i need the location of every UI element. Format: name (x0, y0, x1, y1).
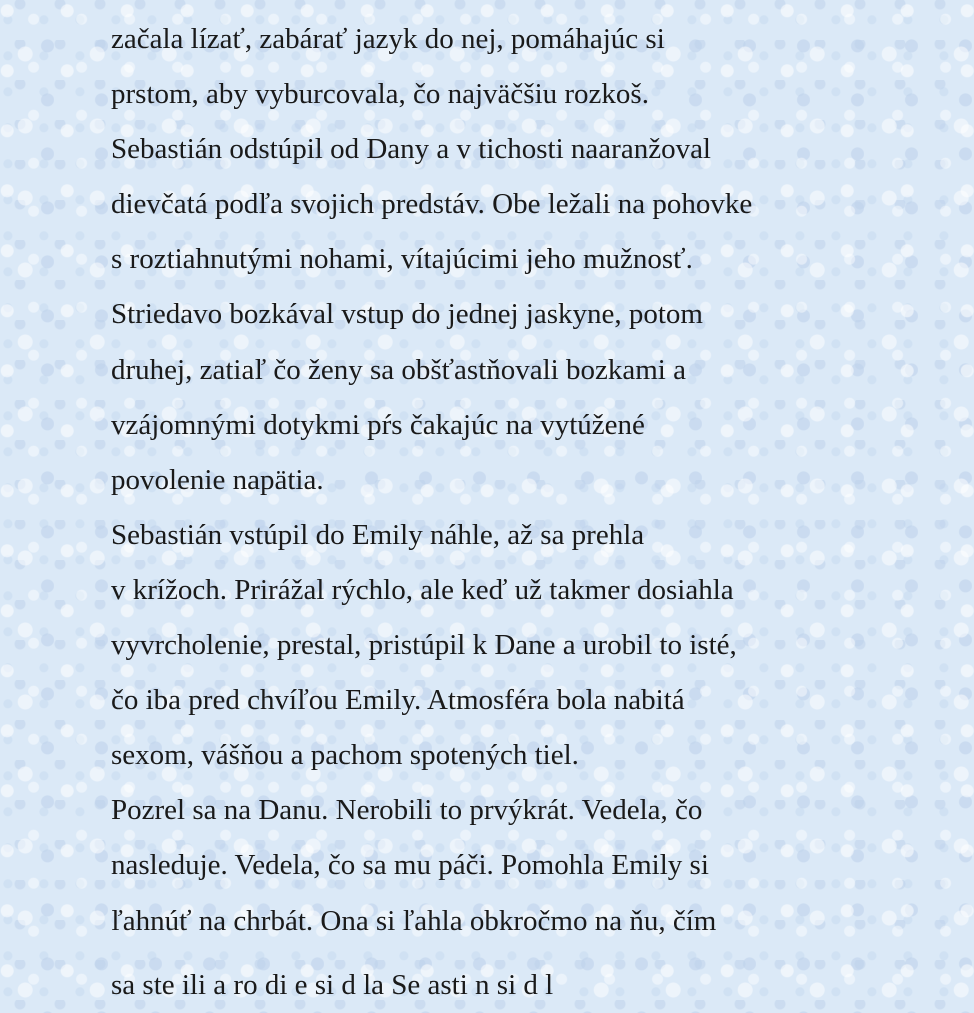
text-line: sexom, vášňou a pachom spotených tiel. (111, 739, 579, 772)
text-line: Pozrel sa na Danu. Nerobili to prvýkrát. Vedela, čo (111, 794, 703, 827)
text-line: druhej, zatiaľ čo ženy sa obšťastňovali bozkami a (111, 353, 686, 386)
text-line: v krížoch. Prirážal rýchlo, ale keď už takmer dosiahla (111, 573, 734, 606)
text-line: Striedavo bozkával vstup do jednej jaskyne, potom (111, 298, 703, 331)
text-line: nasleduje. Vedela, čo sa mu páči. Pomohla Emily si (111, 849, 709, 882)
text-line: čo iba pred chvíľou Emily. Atmosféra bola nabitá (111, 684, 685, 717)
text-line: dievčatá podľa svojich predstáv. Obe ležali na pohovke (111, 188, 753, 221)
text-line: Sebastián vstúpil do Emily náhle, až sa prehla (111, 518, 645, 551)
text-line: začala lízať, zabárať jazyk do nej, pomáhajúc si (111, 23, 665, 55)
text-line: s roztiahnutými nohami, vítajúcimi jeho mužnosť. (111, 243, 693, 276)
text-line: prstom, aby vyburcovala, čo najväčšiu rozkoš. (111, 78, 649, 111)
text-line: povolenie napätia. (111, 463, 324, 496)
text-line: Sebastián odstúpil od Dany a v tichosti naaranžoval (111, 133, 711, 166)
text-line: ľahnúť na chrbát. Ona si ľahla obkročmo na ňu, čím (111, 904, 717, 937)
text-line: vyvrcholenie, prestal, pristúpil k Dane a urobil to isté, (111, 629, 737, 662)
document-text (111, 12, 871, 949)
cut-off-text-line: sa ste ili a ro di e si d la Se asti n si d l (111, 969, 554, 1001)
text-line: vzájomnými dotykmi pŕs čakajúc na vytúžené (111, 408, 645, 441)
